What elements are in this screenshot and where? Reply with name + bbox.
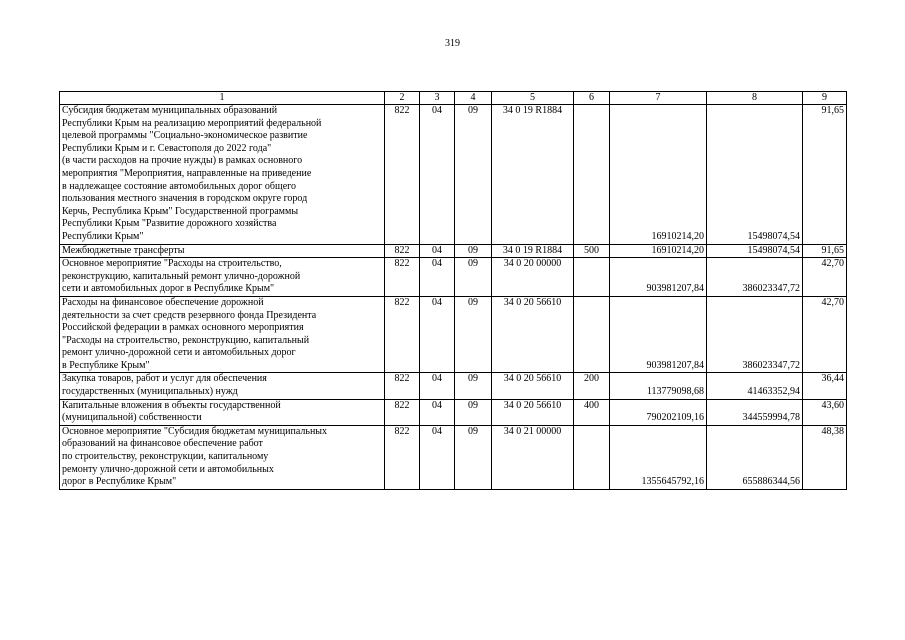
row-description: Основное мероприятие "Расходы на строительство, реконструкцию, капитальный ремонт улично-дорожной сети и автомобильных дорог в Республике Крым" — [60, 258, 385, 297]
row-expense-type — [574, 258, 610, 297]
row-actual-amount: 655886344,56 — [707, 425, 803, 489]
row-plan-amount: 16910214,20 — [610, 244, 707, 258]
row-ministry-code: 822 — [385, 373, 420, 399]
header-cell: 9 — [803, 92, 847, 105]
header-cell: 4 — [455, 92, 492, 105]
row-target-code: 34 0 19 R1884 — [492, 244, 574, 258]
row-expense-type: 400 — [574, 399, 610, 425]
row-actual-amount: 344559994,78 — [707, 399, 803, 425]
row-ministry-code: 822 — [385, 244, 420, 258]
row-percent: 36,44 — [803, 373, 847, 399]
row-ministry-code: 822 — [385, 399, 420, 425]
row-subsection-code: 09 — [455, 244, 492, 258]
row-percent: 42,70 — [803, 296, 847, 373]
row-percent: 43,60 — [803, 399, 847, 425]
row-plan-amount: 16910214,20 — [610, 105, 707, 245]
row-section-code: 04 — [420, 258, 455, 297]
row-percent: 48,38 — [803, 425, 847, 489]
row-ministry-code: 822 — [385, 296, 420, 373]
row-target-code: 34 0 20 56610 — [492, 296, 574, 373]
budget-table — [59, 91, 847, 490]
row-ministry-code: 822 — [385, 258, 420, 297]
row-subsection-code: 09 — [455, 373, 492, 399]
row-section-code: 04 — [420, 373, 455, 399]
row-target-code: 34 0 20 56610 — [492, 373, 574, 399]
header-cell: 2 — [385, 92, 420, 105]
row-expense-type — [574, 425, 610, 489]
row-description: Межбюджетные трансферты — [60, 244, 385, 258]
header-cell: 1 — [60, 92, 385, 105]
row-plan-amount: 790202109,16 — [610, 399, 707, 425]
row-target-code: 34 0 19 R1884 — [492, 105, 574, 245]
table-header-row — [60, 92, 847, 105]
header-cell: 3 — [420, 92, 455, 105]
row-actual-amount: 15498074,54 — [707, 105, 803, 245]
row-plan-amount: 903981207,84 — [610, 258, 707, 297]
row-subsection-code: 09 — [455, 258, 492, 297]
row-description: Расходы на финансовое обеспечение дорожной деятельности за счет средств резервного фонда Президента Российской федерации в рамках основного мероприятия "Расходы на строительство, реконструкцию, капитальный ремонт улично-дорожной сети и автомобильных дорог в Республике Крым" — [60, 296, 385, 373]
page-number: 319 — [445, 38, 460, 49]
row-actual-amount: 386023347,72 — [707, 258, 803, 297]
row-ministry-code: 822 — [385, 105, 420, 245]
header-cell: 5 — [492, 92, 574, 105]
row-subsection-code: 09 — [455, 105, 492, 245]
row-description: Субсидия бюджетам муниципальных образований Республики Крым на реализацию мероприятий федеральной целевой программы "Социально-экономическое развитие Республики Крым и г. Севастополя до 2022 года" (в части расходов на прочие нужды) в рамках основного мероприятия "Мероприятия, направленные на приведение в надлежащее состояние автомобильных дорог общего пользования местного значения в городском округе город Керчь, Республика Крым" Государственной программы Республики Крым "Развитие дорожного хозяйства Республики Крым" — [60, 105, 385, 245]
row-section-code: 04 — [420, 105, 455, 245]
row-target-code: 34 0 20 56610 — [492, 399, 574, 425]
table-row — [60, 258, 847, 297]
row-description: Капитальные вложения в объекты государственной (муниципальной) собственности — [60, 399, 385, 425]
row-description: Основное мероприятие "Субсидия бюджетам муниципальных образований на финансовое обеспечение работ по строительству, реконструкции, капитальному ремонту улично-дорожной сети и автомобильных дорог в Республике Крым" — [60, 425, 385, 489]
row-description: Закупка товаров, работ и услуг для обеспечения государственных (муниципальных) нужд — [60, 373, 385, 399]
row-plan-amount: 113779098,68 — [610, 373, 707, 399]
table-row — [60, 244, 847, 258]
header-cell: 8 — [707, 92, 803, 105]
table-row — [60, 399, 847, 425]
row-expense-type: 200 — [574, 373, 610, 399]
row-subsection-code: 09 — [455, 296, 492, 373]
row-actual-amount: 41463352,94 — [707, 373, 803, 399]
row-target-code: 34 0 21 00000 — [492, 425, 574, 489]
row-actual-amount: 15498074,54 — [707, 244, 803, 258]
row-section-code: 04 — [420, 244, 455, 258]
header-cell: 6 — [574, 92, 610, 105]
row-subsection-code: 09 — [455, 399, 492, 425]
row-expense-type: 500 — [574, 244, 610, 258]
row-ministry-code: 822 — [385, 425, 420, 489]
row-percent: 91,65 — [803, 105, 847, 245]
row-section-code: 04 — [420, 399, 455, 425]
header-cell: 7 — [610, 92, 707, 105]
row-subsection-code: 09 — [455, 425, 492, 489]
row-target-code: 34 0 20 00000 — [492, 258, 574, 297]
table-row — [60, 373, 847, 399]
row-expense-type — [574, 105, 610, 245]
row-percent: 91,65 — [803, 244, 847, 258]
row-percent: 42,70 — [803, 258, 847, 297]
row-section-code: 04 — [420, 296, 455, 373]
table-row — [60, 296, 847, 373]
table-row — [60, 425, 847, 489]
row-plan-amount: 903981207,84 — [610, 296, 707, 373]
row-actual-amount: 386023347,72 — [707, 296, 803, 373]
row-section-code: 04 — [420, 425, 455, 489]
row-plan-amount: 1355645792,16 — [610, 425, 707, 489]
table-row — [60, 105, 847, 245]
row-expense-type — [574, 296, 610, 373]
